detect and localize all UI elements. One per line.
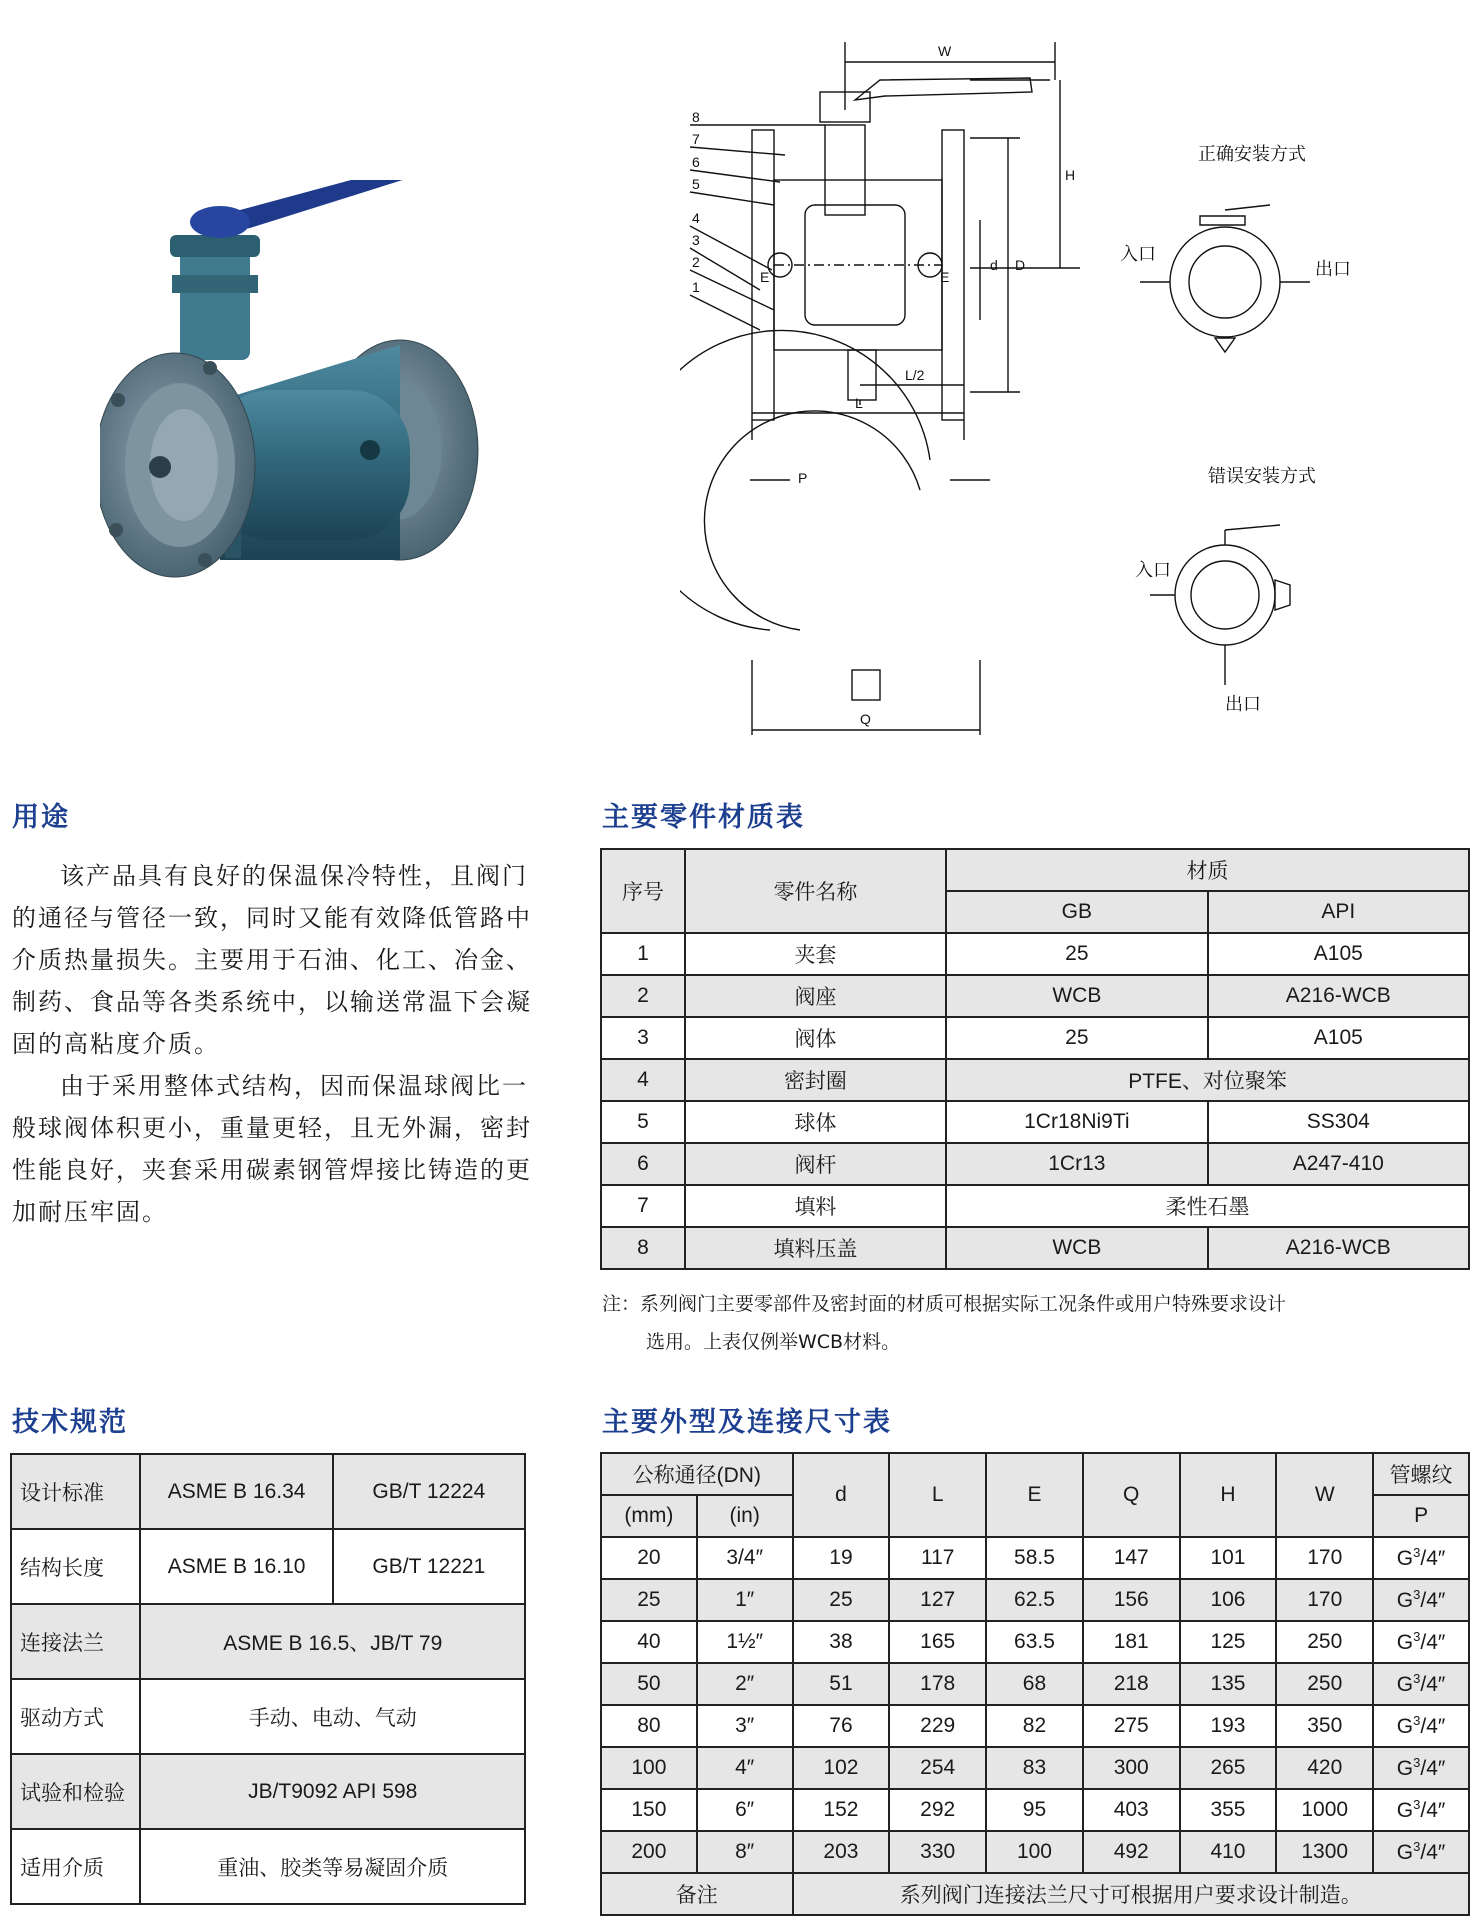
table-row: 7 填料 柔性石墨	[601, 1185, 1469, 1227]
part-no-1: 1	[692, 279, 700, 295]
header-p: P	[1373, 1495, 1469, 1537]
valve-photo	[100, 180, 540, 580]
usage-paragraph-1: 该产品具有良好的保温保冷特性，且阀门的通径与管径一致，同时又能有效降低管路中介质热量损失。主要用于石油、化工、冶金、制药、食品等各类系统中，以输送常温下会凝固的高粘度介质。	[12, 862, 532, 1058]
table-row: 适用介质 重油、胶类等易凝固介质	[11, 1829, 525, 1904]
table-row: 2 阀座 WCB A216-WCB	[601, 975, 1469, 1017]
tech-spec-table	[10, 1453, 526, 1905]
usage-text	[12, 855, 537, 1233]
thread-cell: $G^3/4''$	[1373, 1789, 1469, 1831]
table-row: 1 夹套 25 A105	[601, 933, 1469, 975]
table-row: 4 密封圈 PTFE、对位聚笨	[601, 1059, 1469, 1101]
dim-d-big-label: D	[1015, 257, 1026, 273]
header-d: d	[793, 1453, 890, 1537]
tech-heading: 技术规范	[12, 1407, 128, 1438]
part-no-3: 3	[692, 232, 700, 248]
usage-paragraph-2: 由于采用整体式结构，因而保温球阀比一般球阀体积更小，重量更轻，且无外漏，密封性能良好，夹套采用碳素钢管焊接比铸造的更加耐压牢固。	[12, 1072, 532, 1226]
dim-h-label: H	[1065, 167, 1076, 183]
table-row: 8 填料压盖 WCB A216-WCB	[601, 1227, 1469, 1269]
materials-table	[600, 848, 1470, 1270]
table-row: 80 3″ 76 229 82 275 193 350 $G^3/4''$	[601, 1705, 1469, 1747]
header-part-name: 零件名称	[685, 849, 946, 933]
wrong-inlet-label: 入口	[1135, 560, 1171, 581]
header-w: W	[1276, 1453, 1373, 1537]
header-api: API	[1208, 891, 1469, 933]
table-row: 100 4″ 102 254 83 300 265 420 $G^3/4''$	[601, 1747, 1469, 1789]
dim-w-label: W	[938, 43, 952, 59]
table-row: 连接法兰 ASME B 16.5、JB/T 79	[11, 1604, 525, 1679]
materials-heading: 主要零件材质表	[602, 802, 805, 833]
header-dn: 公称通径(DN)	[601, 1453, 793, 1495]
correct-inlet-label: 入口	[1120, 244, 1156, 265]
part-no-4: 4	[692, 210, 700, 226]
dim-d-small-label: d	[990, 257, 998, 273]
correct-install-title: 正确安装方式	[1198, 144, 1306, 165]
part-no-2: 2	[692, 254, 700, 270]
header-no: 序号	[601, 849, 685, 933]
part-no-5: 5	[692, 176, 700, 192]
section-drawing	[680, 20, 1470, 740]
remark-label: 备注	[601, 1873, 793, 1915]
header-l: L	[889, 1453, 986, 1537]
wrong-outlet-label: 出口	[1225, 694, 1261, 715]
header-gb: GB	[946, 891, 1208, 933]
remark-text: 系列阀门连接法兰尺寸可根据用户要求设计制造。	[793, 1873, 1469, 1915]
header-material: 材质	[946, 849, 1469, 891]
table-row: 3 阀体 25 A105	[601, 1017, 1469, 1059]
header-q: Q	[1083, 1453, 1180, 1537]
table-row: 150 6″ 152 292 95 403 355 1000 $G^3/4''$	[601, 1789, 1469, 1831]
thread-cell: $G^3/4''$	[1373, 1747, 1469, 1789]
dim-p-label: P	[798, 470, 808, 486]
table-row: 设计标准 ASME B 16.34 GB/T 12224	[11, 1454, 525, 1529]
header-thread: 管螺纹	[1373, 1453, 1469, 1495]
usage-heading: 用途	[12, 802, 70, 833]
dim-q-label: Q	[860, 711, 871, 727]
thread-cell: $G^3/4''$	[1373, 1621, 1469, 1663]
part-no-7: 7	[692, 131, 700, 147]
remark-row	[601, 1873, 1469, 1915]
part-no-6: 6	[692, 154, 700, 170]
table-row: 试验和检验 JB/T9092 API 598	[11, 1754, 525, 1829]
table-row: 驱动方式 手动、电动、气动	[11, 1679, 525, 1754]
dimensions-heading: 主要外型及连接尺寸表	[602, 1407, 892, 1438]
thread-cell: $G^3/4''$	[1373, 1831, 1469, 1873]
header-h: H	[1180, 1453, 1277, 1537]
thread-cell: $G^3/4''$	[1373, 1705, 1469, 1747]
table-row: 结构长度 ASME B 16.10 GB/T 12221	[11, 1529, 525, 1604]
table-row: 5 球体 1Cr18Ni9Ti SS304	[601, 1101, 1469, 1143]
table-row: 6 阀杆 1Cr13 A247-410	[601, 1143, 1469, 1185]
thread-cell: $G^3/4''$	[1373, 1537, 1469, 1579]
dim-l-label: L	[855, 395, 863, 411]
dimensions-table	[600, 1452, 1470, 1916]
note-line-2: 选用。上表仅例举WCB材料。	[646, 1331, 901, 1353]
note-line-1: 注：系列阀门主要零部件及密封面的材质可根据实际工况条件或用户特殊要求设计	[602, 1293, 1287, 1315]
dim-e-left-label: E	[760, 269, 770, 285]
materials-note	[602, 1285, 1462, 1361]
part-no-8: 8	[692, 109, 700, 125]
table-row: 20 3/4″ 19 117 58.5 147 101 170 $G^3/4''$	[601, 1537, 1469, 1579]
table-row: 50 2″ 51 178 68 218 135 250 $G^3/4''$	[601, 1663, 1469, 1705]
thread-cell: $G^3/4''$	[1373, 1579, 1469, 1621]
dim-e-right-label: E	[940, 269, 950, 285]
thread-cell: $G^3/4''$	[1373, 1663, 1469, 1705]
header-mm: (mm)	[601, 1495, 697, 1537]
table-row: 25 1″ 25 127 62.5 156 106 170 $G^3/4''$	[601, 1579, 1469, 1621]
wrong-install-title: 错误安装方式	[1208, 466, 1316, 487]
correct-outlet-label: 出口	[1315, 259, 1351, 280]
dim-l2-label: L/2	[905, 367, 925, 383]
table-row: 40 1½″ 38 165 63.5 181 125 250 $G^3/4''$	[601, 1621, 1469, 1663]
table-row: 200 8″ 203 330 100 492 410 1300 $G^3/4''$	[601, 1831, 1469, 1873]
header-in: (in)	[697, 1495, 793, 1537]
header-e: E	[986, 1453, 1083, 1537]
